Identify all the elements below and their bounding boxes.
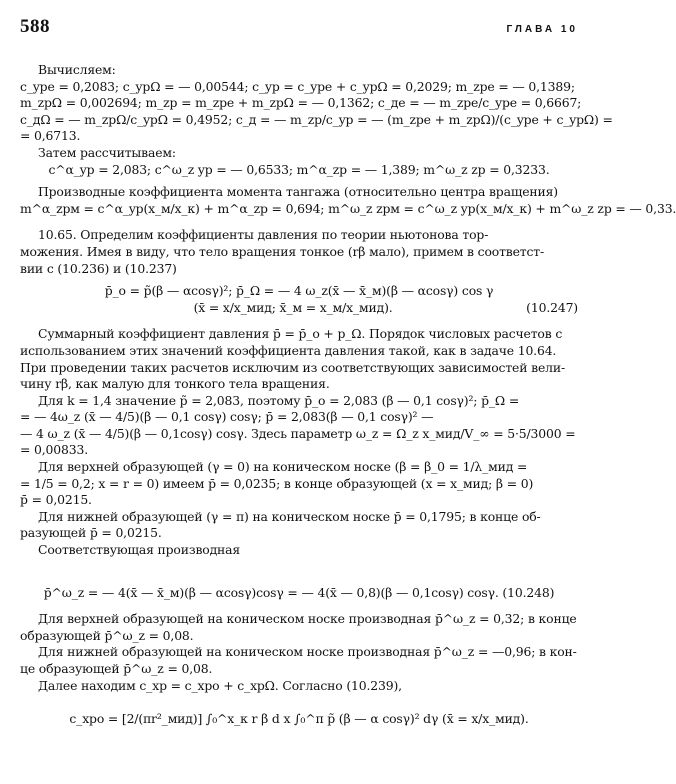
- text-line: = 1/5 = 0,2; x = r = 0) имеем p̄ = 0,0235; в конце образующей (x = x_мид; β = 0): [20, 475, 534, 491]
- text-line: чину rβ, как малую для тонкого тела вращения.: [20, 376, 330, 392]
- text-line: разующей p̄ = 0,0215.: [20, 525, 162, 541]
- text-line: Соответствующая производная: [38, 542, 241, 558]
- text-line: можения. Имея в виду, что тело вращения тонкое (rβ мало), примем в соответст-: [20, 243, 545, 259]
- text-line: = 0,00833.: [20, 442, 88, 458]
- text-line: Для k = 1,4 значение p̃ = 2,083, поэтому p̄_o = 2,083 (β — 0,1 cosγ)²; p̄_Ω =: [38, 392, 520, 408]
- page-body: [20, 62, 676, 744]
- text-line: Для верхней образующей (γ = 0) на коническом носке (β = β_0 = 1/λ_мид =: [38, 459, 528, 475]
- text-line: Для нижней образующей (γ = π) на коническом носке p̄ = 0,1795; в конце об-: [38, 508, 541, 524]
- problem-heading-line: 10.65. Определим коэффициенты давления по теории ньютонова тор-: [38, 227, 489, 243]
- text-line: Производные коэффициента момента тангажа (относительно центра вращения): [38, 184, 558, 200]
- text-line: Вычисляем:: [38, 62, 116, 77]
- equation-body: (x̄ = x/x_мид; x̄_м = x_м/x_мид).: [193, 299, 393, 315]
- text-line: Для верхней образующей на коническом носке производная p̄^ω_z = 0,32; в конце: [38, 611, 577, 627]
- chapter-title: ГЛАВА 10: [506, 24, 578, 35]
- text-line: — 4 ω_z (x̄ — 4/5)(β — 0,1cosγ) cosγ. Здесь параметр ω_z = Ω_z x_мид/V_∞ = 5·5/3000 =: [20, 425, 576, 441]
- text-line: це образующей p̄^ω_z = 0,08.: [20, 661, 213, 676]
- equation-line: p̄^ω_z = — 4(x̄ — x̄_м)(β — αcosγ)cosγ = — 4(x̄ — 0,8)(β — 0,1cosγ) cosγ. (10.248): [43, 584, 555, 600]
- page-header: [20, 16, 578, 40]
- text-line: Суммарный коэффициент давления p̄ = p̄_o + p_Ω. Порядок числовых расчетов с: [38, 326, 563, 342]
- equation-line: c^α_yр = 2,083; c^ω_z yр = — 0,6533; m^α_zр = — 1,389; m^ω_z zр = 0,3233.: [48, 161, 550, 177]
- text-line: Для нижней образующей на коническом носке производная p̄^ω_z = —0,96; в кон-: [38, 644, 577, 660]
- equation-line: = 0,6713.: [20, 128, 81, 144]
- text-line: использованием этих значений коэффициента давления такой, как в задаче 10.64.: [20, 342, 557, 358]
- equation-line: c_yрe = 0,2083; c_yрΩ = — 0,00544; c_yр = c_yрe + c_yрΩ = 0,2029; m_zрe = — 0,1389;: [20, 78, 575, 94]
- text-line: Затем рассчитываем:: [38, 144, 176, 160]
- page-number: 588: [20, 16, 50, 37]
- text-line: вии с (10.236) и (10.237): [20, 260, 177, 276]
- text-line: = — 4ω_z (x̄ — 4/5)(β — 0,1 cosγ) cosγ; p̄ = 2,083(β — 0,1 cosγ)² —: [20, 409, 434, 425]
- equation-number: (10.247): [526, 299, 578, 315]
- text-line: образующей p̄^ω_z = 0,08.: [20, 627, 194, 643]
- equation-line: [20, 300, 578, 317]
- text-line: При проведении таких расчетов исключим из соответствующих зависимостей вели-: [20, 359, 565, 375]
- equation-line: p̄_o = p̃(β — αcosγ)²; p̄_Ω = — 4 ω_z(x̄ — x̄_м)(β — αcosγ) cos γ: [104, 283, 494, 299]
- equation-line: c_дΩ = — m_zрΩ/c_yрΩ = 0,4952; c_д = — m_zр/c_yр = — (m_zрe + m_zрΩ)/(c_yрe + c_yрΩ) =: [20, 111, 613, 127]
- text-line: Далее находим c_xр = c_xрo + c_xрΩ. Согласно (10.239),: [38, 677, 402, 693]
- equation-line: m^α_zрм = c^α_yр(x_м/x_к) + m^α_zр = 0,694; m^ω_z zрм = c^ω_z yр(x_м/x_к) + m^ω_z zр = — 0,33.: [20, 200, 676, 216]
- equation-line: m_zрΩ = 0,002694; m_zр = m_zрe + m_zрΩ = — 0,1362; c_дe = — m_zрe/c_yрe = 0,6667;: [20, 95, 582, 111]
- text-line: p̄ = 0,0215.: [20, 492, 92, 508]
- integral-equation: c_xрo = [2/(πr²_мид)] ∫₀^x_к r β d x ∫₀^π p̃ (β — α cosγ)² dγ (x̄ = x/x_мид).: [69, 711, 529, 727]
